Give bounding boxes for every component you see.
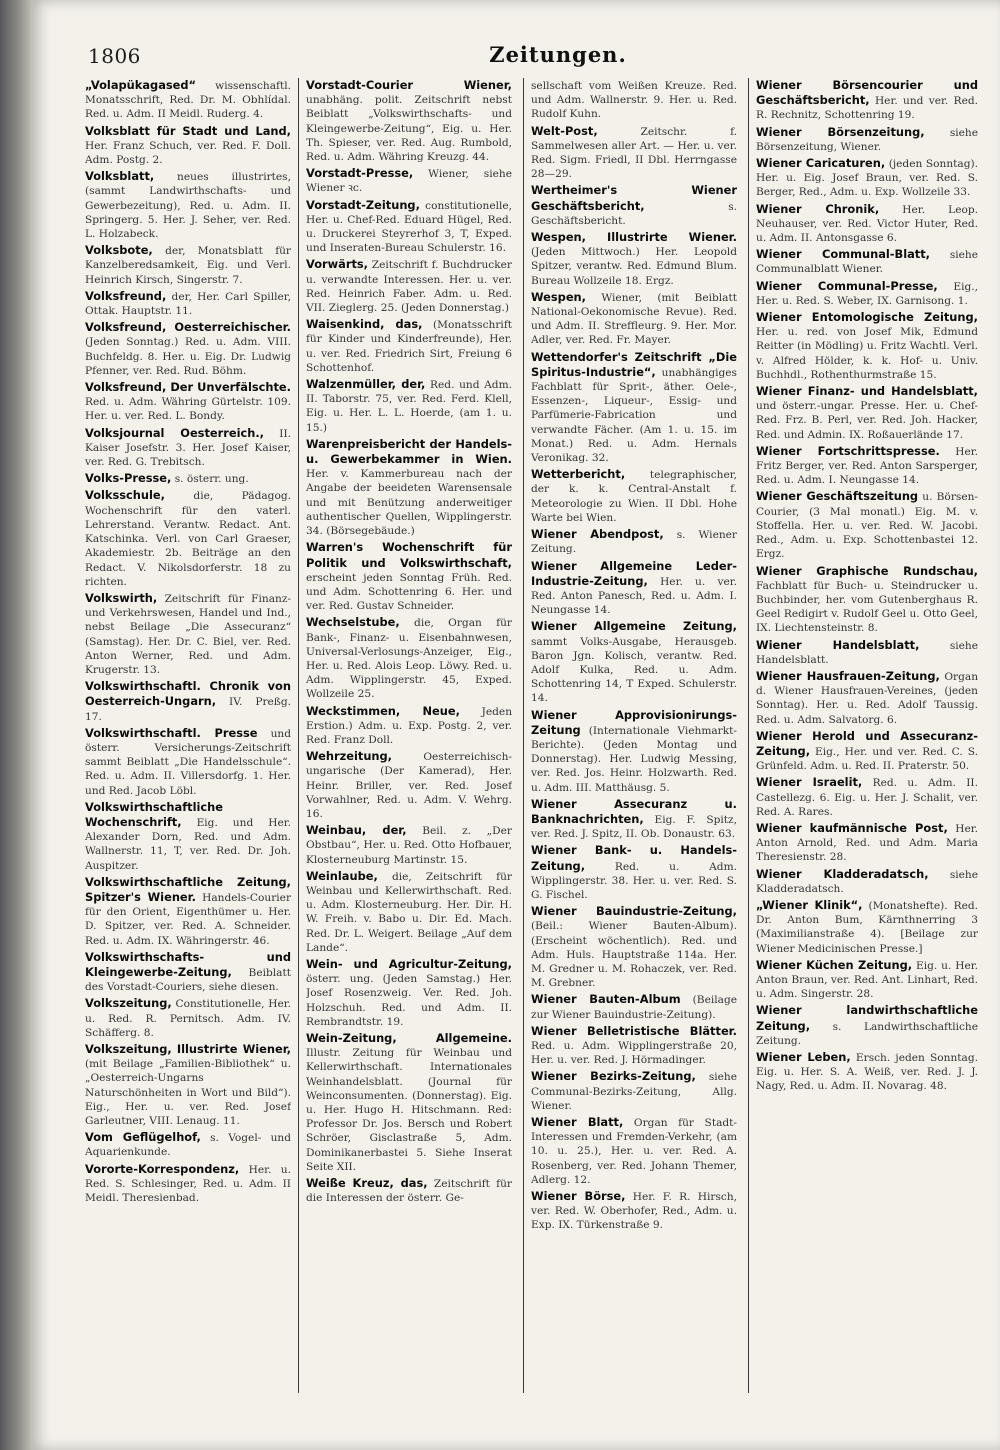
entry-details: Beil. z. „Der Obstbau“, Her. u. Red. Otto Hofbauer, Klosterneuburg Martinstr. 15.: [306, 825, 512, 866]
page-header: [58, 40, 978, 74]
directory-entry: [756, 729, 978, 774]
entry-title: Wiener kaufmännische Post,: [756, 820, 948, 835]
directory-entry: [531, 183, 737, 228]
entry-details: Red. u. Adm. Wipplingerstraße 20, Her. u. ver. Red. J. Hörmadinger.: [531, 1040, 737, 1067]
directory-entry: [306, 1031, 512, 1174]
entry-details: Eig., Her. und ver. Red. C. S. Grünfeld. Adm. u. Red. II. Praterstr. 50.: [756, 745, 978, 773]
directory-entry: [756, 775, 978, 819]
directory-entry: [85, 243, 291, 287]
entry-title: Weiße Kreuz, das,: [306, 1176, 428, 1191]
directory-entry: [306, 317, 512, 375]
directory-entry: [306, 957, 512, 1029]
directory-entry: [306, 823, 512, 867]
entry-title: Weinlaube,: [306, 868, 378, 883]
entry-details: Jeden Erstion.) Adm. u. Exp. Postg. 2, ver. Red. Franz Doll.: [306, 705, 512, 746]
entry-details: s. österr. ung.: [174, 473, 249, 486]
entry-title: Volksschule,: [85, 488, 165, 503]
directory-entry: [531, 467, 737, 525]
entry-title: Wiener Entomologische Zeitung,: [756, 310, 978, 325]
entry-title: Wiener Küchen Zeitung,: [756, 957, 913, 972]
entry-title: Wertheimer's Wiener Geschäftsbericht,: [531, 183, 737, 213]
entry-title: Volksbote,: [85, 243, 153, 258]
entry-title: Volkswirthschaftl. Chronik von Oesterreich-Ungarn,: [85, 679, 291, 709]
entry-details: Constitutionelle, Her. u. Red. R. Pernitsch. Adm. IV. Schäfferg. 8.: [85, 998, 291, 1039]
entry-details: und österr. Versicherungs-Zeitschrift sammt Beiblatt „Die Handelsschule“. Red. u. Adm. II. Villersdorfg. 1. Her. und Red. Jacob Löbl.: [85, 727, 291, 797]
entry-title: Volkszeitung, Illustrirte Wiener,: [85, 1042, 291, 1056]
entry-details: Her. u. Red. S. Schlesinger, Red. u. Adm. II Meidl. Theresienbad.: [85, 1163, 291, 1205]
entry-details: Red. und Adm. II. Taborstr. 75, ver. Red. Ferd. Klell, Eig. u. Her. L. L. Hoerde, (am 1. u. 15.): [306, 379, 512, 434]
entry-title: Wiener Israelit,: [756, 775, 863, 790]
entry-title: Wiener Herold und Assecuranz-Zeitung,: [756, 728, 978, 758]
directory-entry: [756, 125, 978, 154]
entry-details: siehe Kladderadatsch.: [756, 868, 978, 895]
entry-title: Vorstadt-Zeitung,: [306, 197, 420, 212]
directory-columns: [85, 78, 978, 1396]
entry-details: Red. u. Adm. II. Castellezg. 6. Eig. u. Her. J. Schalit, ver. Red. A. Rares.: [756, 777, 978, 818]
entry-title: Volksfreund,: [85, 288, 167, 303]
entry-title: Wiener Kladderadatsch,: [756, 866, 929, 881]
directory-entry: [85, 426, 291, 470]
directory-entry: [756, 564, 978, 636]
entry-details: Handels-Courier für den Orient, Eigenthümer u. Her. D. Spitzer, ver. Red. A. Schneider. Red. u. Adm. IX. Währingerstr. 46.: [85, 891, 291, 947]
entry-details: u. Börsen-Courier, (3 Mal monatl.) Eig. M. v. Stoffella. Her. u. ver. Red. W. Jacobi. Red., Adm. u. Exp. Schottenbastei 12. Ergz.: [756, 491, 978, 561]
entry-title: Volkswirthschafts- und Kleingewerbe-Zeitung,: [85, 949, 291, 979]
entry-details: Eig. und Her. Alexander Dorn, Red. und Adm. Wallnerstr. 11, T, ver. Red. Dr. Joh. Auspitzer.: [85, 816, 291, 872]
directory-entry: [306, 749, 512, 821]
entry-details: die, Pädagog. Wochenschrift für den vaterl. Lehrerstand. Verantw. Redact. Ant. Katschinka. Verl. von Carl Graeser, Akademiestr. 2b. Beiträge an den Redact. V. Nikolsdorferstr. 18 zu richten.: [85, 490, 291, 588]
directory-entry: [531, 527, 737, 556]
directory-entry: [756, 202, 978, 246]
entry-title: „Wiener Klinik“,: [756, 897, 863, 912]
entry-details: s. Wiener Zeitung.: [531, 529, 737, 556]
entry-title: Vorwärts,: [306, 257, 369, 272]
entry-title: Warren's Wochenschrift für Politik und Volkswirthschaft,: [306, 540, 512, 570]
directory-entry: [85, 1042, 291, 1128]
directory-entry: [306, 437, 512, 538]
entry-title: Vorstadt-Courier Wiener,: [306, 78, 512, 92]
directory-entry: [531, 797, 737, 842]
entry-title: Volkswirthschaftl. Presse: [85, 725, 258, 740]
directory-entry: [85, 679, 291, 724]
entry-details: (Beilage zur Wiener Bauindustrie-Zeitung).: [531, 994, 737, 1021]
entry-details: s. Landwirthschaftliche Zeitung.: [756, 1020, 978, 1047]
entry-details: telegraphischer, der k. k. Central-Anstalt f. Meteorologie zu Wien. II Dbl. Hohe Warte bei Wien.: [531, 469, 737, 524]
entry-details: Her. u. red. von Josef Mik, Edmund Reitter (in Mödling) u. Fritz Wachtl. Verl. v. Alfred Hölder, k. k. Hof- u. Univ. Buchhdl., Rothenthurmstraße 15.: [756, 326, 978, 381]
entry-title: Welt-Post,: [531, 123, 598, 138]
directory-entry: [306, 704, 512, 748]
entry-title: Wiener Handelsblatt,: [756, 637, 920, 652]
entry-details: Beiblatt des Vorstadt-Couriers, siehe diesen.: [85, 966, 291, 994]
entry-details: Red. u. Adm. Wipplingerstr. 38. Her. u. ver. Red. S. G. Fischel.: [531, 860, 737, 901]
column-rule: [298, 78, 299, 1393]
directory-entry: [756, 247, 978, 276]
directory-entry: [531, 992, 737, 1021]
entry-details: II. Kaiser Josefstr. 3. Her. Josef Kaiser, ver. Red. G. Trebitsch.: [85, 427, 291, 469]
entry-details: wissenschaftl. Monatsschrift, Red. Dr. M. Obhlídal. Red. u. Adm. II Meidl. Ruderg. 4.: [85, 80, 291, 121]
entry-details: die, Zeitschrift für Weinbau und Kellerwirthschaft. Red. u. Adm. Klosterneuburg. Her. Dir. H. W. Freih. v. Babo u. Dir. Ed. Mach. Red. Dr. L. Weigert. Beilage „Auf dem Lande“.: [306, 870, 512, 954]
entry-details: Her. Leop. Neuhauser, ver. Red. Victor Huter, Red. u. Adm. II. Antonsgasse 6.: [756, 203, 978, 245]
entry-title: Wespen,: [531, 289, 586, 304]
entry-title: Weckstimmen, Neue,: [306, 703, 460, 718]
directory-entry: [756, 1050, 978, 1094]
entry-title: Volkswirthschaftliche Wochenschrift,: [85, 799, 223, 829]
entry-title: Wiener Communal-Presse,: [756, 278, 938, 293]
entry-details: (Monatshefte). Red. Dr. Anton Bum, Kärnthnerring 3 (Maximilianstraße 4). [Beilage zur Wiener Medicinischen Presse.]: [756, 899, 978, 955]
book-spine: [0, 0, 30, 1450]
entry-details: siehe Communalblatt Wiener.: [756, 249, 978, 276]
directory-entry: [756, 156, 978, 200]
directory-entry: [756, 821, 978, 865]
entry-details: österr. ung. (Jeden Samstag.) Her. Josef Rosenzweig. Ver. Red. Joh. Holzschuh. Red. und Adm. II. Rembrandtstr. 19.: [306, 973, 512, 1028]
entry-details: (Jeden Sonntag.) Red. u. Adm. VIII. Buchfeldg. 8. Her. u. Eig. Dr. Ludwig Pfenner, ver. Red. Rud. Böhm.: [85, 336, 291, 377]
directory-entry: [756, 1003, 978, 1048]
directory-entry: [306, 166, 512, 195]
directory-entry: [306, 377, 512, 435]
directory-entry: [531, 230, 737, 288]
entry-title: Wespen, Illustrirte Wiener.: [531, 230, 737, 245]
entry-details: Eig., Her. u. Red. S. Weber, IX. Garnisong. 1.: [756, 280, 978, 307]
entry-title: Wiener Caricaturen,: [756, 156, 886, 171]
entry-title: Wiener Bauindustrie-Zeitung,: [531, 904, 737, 919]
entry-title: Wettendorfer's Zeitschrift „Die Spiritus-Industrie“,: [531, 349, 737, 379]
entry-details: Her. Fritz Berger, ver. Red. Anton Sarsperger, Red. u. Adm. I. Neungasse 14.: [756, 445, 978, 487]
entry-details: Oesterreichisch-ungarische (Der Kamerad), Her. Heinr. Briller, ver. Red. Josef Vorwahlner, Red. u. Adm. V. Wehrg. 16.: [306, 751, 512, 820]
entry-title: Weinbau, der,: [306, 823, 407, 838]
entry-title: Wiener Blatt,: [531, 1115, 624, 1130]
entry-details: unabhängiges Fachblatt für Sprit-, äther. Oele-, Essenzen-, Liqueur-, Essig- und Parfümerie-Fabrication und verwandte Fächer. (Am 1. u. 15. im Monat.) Red. u. Adm. Hernals Veronikag. 32.: [531, 366, 737, 465]
entry-title: Wiener Graphische Rundschau,: [756, 563, 978, 578]
entry-title: Wiener Chronik,: [756, 201, 880, 216]
entry-title: Wechselstube,: [306, 615, 400, 630]
directory-entry: [756, 279, 978, 308]
directory-entry: [756, 310, 978, 382]
entry-details: unabhäng. polit. Zeitschrift nebst Beiblatt „Volkswirthschafts- und Kleingewerbe-Zeitung“, Eig. u. Her. Th. Spieser, ver. Red. Aug. Rumbold, Red. u. Adm. Währing Kreuzg. 44.: [306, 94, 512, 164]
directory-entry: [85, 169, 291, 241]
entry-details: die, Organ für Bank-, Finanz- u. Eisenbahnwesen, Universal-Verlosungs-Anzeiger, Eig., Her. u. Red. Alois Leop. Löwy. Red. u. Adm. Wipplingerstr. 45, Exped. Wollzeile 25.: [306, 617, 512, 701]
entry-title: Wiener Belletristische Blätter.: [531, 1023, 737, 1038]
directory-entry: [756, 638, 978, 667]
directory-entry: [531, 1024, 737, 1068]
entry-details: Her. F. R. Hirsch, ver. Red. W. Oberhofer, Red., Adm. u. Exp. IX. Türkenstraße 9.: [531, 1191, 737, 1232]
directory-entry: [756, 444, 978, 488]
entry-title: Wiener Abendpost,: [531, 527, 664, 542]
entry-details: s. Vogel- und Aquarienkunde.: [85, 1132, 291, 1159]
directory-entry: [85, 1162, 291, 1206]
entry-title: Wiener Allgemeine Zeitung,: [531, 619, 737, 634]
running-title: Zeitungen.: [489, 42, 627, 67]
entry-title: Volkswirthschaftliche Zeitung, Spitzer's Wiener.: [85, 874, 291, 904]
entry-details: Organ für Stadt-Interessen und Fremden-Verkehr, (am 10. u. 25.), Her. u. ver. Red. A. Rosenberg, ver. Red. Johann Themer, Adlerg. 12.: [531, 1117, 737, 1186]
entry-details: (Jeden Mittwoch.) Her. Leopold Spitzer, verantw. Red. Edmund Blum. Bureau Wollzeile 18. Ergz.: [531, 246, 737, 287]
directory-entry: [531, 559, 737, 618]
entry-details: Wiener, siehe Wiener ꝛc.: [306, 168, 512, 195]
entry-details: Zeitschrift für die Interessen der österr. Ge-: [306, 1178, 512, 1205]
entry-title: Waisenkind, das,: [306, 317, 423, 332]
entry-title: Wiener Finanz- und Handelsblatt,: [756, 384, 978, 399]
column-4: [756, 78, 978, 1396]
entry-title: Warenpreisbericht der Handels- u. Gewerbekammer in Wien.: [306, 436, 512, 467]
directory-entry: [756, 669, 978, 727]
entry-title: Walzenmüller, der,: [306, 377, 426, 392]
directory-entry: [531, 619, 737, 705]
entry-details: Her. und ver. Red. R. Rechnitz, Schottenring 19.: [756, 95, 978, 122]
directory-entry: [531, 78, 737, 122]
entry-details: constitutionelle, Her. u. Chef-Red. Eduard Hügel, Red. u. Druckerei Steyrerhof 3, T, Exped. und Inseraten-Bureau Schulerstr. 16.: [306, 199, 512, 255]
page-number: 1806: [88, 44, 141, 68]
entry-title: Volksfreund, Der Unverfälschte.: [85, 380, 291, 395]
entry-details: s. Geschäftsbericht.: [531, 200, 737, 227]
entry-details: Red. u. Adm. Währing Gürtelstr. 109. Her. u. ver. Red. L. Bondy.: [85, 396, 291, 423]
entry-title: Wein- und Agricultur-Zeitung,: [306, 956, 512, 971]
entry-title: Wiener Börsenzeitung,: [756, 124, 925, 139]
directory-entry: [531, 290, 737, 348]
directory-entry: [306, 198, 512, 256]
entry-title: Wiener Geschäftszeitung: [756, 489, 919, 504]
entry-title: Vom Geflügelhof,: [85, 1130, 201, 1145]
entry-details: Her. Anton Arnold, Red. und Adm. Maria Theresienstr. 28.: [756, 822, 978, 864]
entry-details: Zeitschr. f. Sammelwesen aller Art. — Her. u. ver. Red. Sigm. Friedl, II Dbl. Herrngasse 28—29.: [531, 125, 737, 181]
directory-entry: [85, 726, 291, 798]
entry-details: Eig. u. Her. Anton Braun, ver. Red. Ant. Linhart, Red. u. Adm. Singerstr. 28.: [756, 959, 978, 1001]
entry-title: Wiener Leben,: [756, 1050, 851, 1064]
directory-entry: [756, 78, 978, 123]
directory-entry: [306, 615, 512, 701]
entry-details: der, Monatsblatt für Kanzelberedsamkeit, Eig. und Verl. Heinrich Kirsch, Singerstr. 7.: [85, 245, 291, 286]
entry-title: Wiener landwirthschaftliche Zeitung,: [756, 1003, 978, 1033]
directory-entry: [85, 320, 291, 378]
directory-entry: [531, 1069, 737, 1113]
entry-details: Illustr. Zeitung für Weinbau und Kellerwirthschaft. Internationales Weinhandelsblatt. (Journal für Weinconsumenten. (Donnerstag). Eig. u. Her. Hugo H. Hitschmann. Red: Professor Dr. Jos. Bersch und Robert Schröer, Gisclastraße 5, Adm. Dominikanerbastei 5. Siehe Inserat Seite XII.: [306, 1047, 512, 1173]
entry-details: Fachblatt für Buch- u. Steindrucker u. Buchbinder, her. vom Gutenberghaus R. Geel Redigirt v. Rudolf Geel u. Otto Geel, IX. Liechtensteinstr. 8.: [756, 579, 978, 635]
directory-entry: [756, 958, 978, 1002]
directory-entry: [85, 875, 291, 948]
directory-entry: [85, 124, 291, 168]
entry-title: Wiener Bezirks-Zeitung,: [531, 1069, 696, 1084]
directory-entry: [306, 1176, 512, 1205]
directory-entry: [531, 1189, 737, 1233]
entry-title: Volkswirth,: [85, 590, 158, 605]
entry-details: Organ d. Wiener Hausfrauen-Vereines, (jeden Sonntag). Her. u. Red. Adolf Taussig. Red. u. Adm. Salvatorg. 6.: [756, 670, 978, 726]
directory-entry: [85, 950, 291, 995]
entry-details: (jeden Sonntag). Her. u. Eig. Josef Braun, ver. Red. S. Berger, Red., Adm. u. Exp. Wollzeile 33.: [756, 158, 978, 199]
directory-entry: [85, 800, 291, 873]
directory-entry: [85, 289, 291, 318]
directory-entry: [306, 257, 512, 315]
entry-title: Vorstadt-Presse,: [306, 166, 414, 181]
directory-entry: [531, 904, 737, 990]
directory-entry: [85, 488, 291, 588]
entry-details: neues illustrirtes, (sammt Landwirthschafts- und Gewerbezeitung), Red. u. Adm. II. Springerg. 5. Her. J. Seher, ver. Red. L. Holzabeck.: [85, 171, 291, 241]
entry-details: Zeitschrift für Finanz- und Verkehrswesen, Handel und Ind., nebst Beilage „Die Assecuranz“ (Samstag). Her. Dr. C. Biel, ver. Red. Anton Werner, Red. und Adm. Krugerstr. 13.: [85, 592, 291, 676]
directory-entry: [85, 591, 291, 677]
directory-entry: [306, 78, 512, 164]
entry-title: Wiener Approvisionirungs-Zeitung: [531, 707, 737, 737]
entry-title: Wiener Bank- u. Handels-Zeitung,: [531, 843, 737, 873]
directory-entry: [531, 708, 737, 795]
entry-details: (Beil.: Wiener Bauten-Album). (Erscheint wöchentlich). Red. und Adm. Huls. Hauptstraße 114a. Her. M. Gredner u. M. Rohaczek, ver. Red. M. Grebner.: [531, 920, 737, 990]
entry-details: (Internationale Viehmarkt-Berichte). (Jeden Montag und Donnerstag). Her. Ludwig Messing, ver. Red. Jos. Heinr. Holzwarth. Red. u. Adm. III. Matthäusg. 5.: [531, 724, 737, 794]
entry-title: Wiener Bauten-Album: [531, 992, 681, 1007]
directory-entry: [85, 471, 291, 486]
directory-entry: [85, 380, 291, 424]
entry-details: (mit Beilage „Familien-Bibliothek“ u. „Oesterreich-Ungarns Naturschönheiten in Wort und Bild“). Eig., Her. u. ver. Red. Josef Garleutner, VIII. Lenaug. 11.: [85, 1058, 291, 1128]
directory-entry: [756, 384, 978, 442]
entry-details: erscheint jeden Sonntag Früh. Red. und Adm. Schottenring 6. Her. und ver. Red. Gustav Schneider.: [306, 571, 512, 613]
entry-details: IV. Preßg. 17.: [85, 696, 291, 723]
entry-details: Ersch. jeden Sonntag. Eig. u. Her. S. A. Weiß, ver. Red. J. J. Nagy, Red. u. Adm. II. Novarag. 48.: [756, 1052, 978, 1093]
entry-title: Wiener Assecuranz u. Banknachrichten,: [531, 796, 737, 826]
entry-details: Eig. F. Spitz, ver. Red. J. Spitz, II. Ob. Donaustr. 63.: [531, 813, 737, 841]
entry-title: „Volapükagased“: [85, 78, 197, 92]
column-2: [306, 78, 512, 1396]
entry-details: Her. Franz Schuch, ver. Red. F. Doll. Adm. Postg. 2.: [85, 139, 291, 167]
directory-entry: [85, 1130, 291, 1159]
column-3: [531, 78, 737, 1396]
directory-entry: [85, 78, 291, 122]
entry-details: und österr.-ungar. Presse. Her. u. Chef-Red. Frz. B. Perl, ver. Red. Joh. Hacker, Red. und Admin. IX. Roßauerlände 17.: [756, 400, 978, 441]
directory-entry: [306, 540, 512, 613]
entry-details: sammt Volks-Ausgabe, Herausgeb. Baron Jgn. Kolisch, verantw. Red. Adolf Kulka, Red. u. Adm. Schottenring 14, T Exped. Schulerstr. 14.: [531, 635, 737, 705]
entry-title: Wiener Communal-Blatt,: [756, 247, 930, 262]
entry-title: Wiener Allgemeine Leder-Industrie-Zeitung,: [531, 558, 737, 588]
entry-title: Wetterbericht,: [531, 467, 626, 482]
entry-title: Wiener Börse,: [531, 1189, 626, 1204]
directory-entry: [756, 867, 978, 896]
entry-details: sellschaft vom Weißen Kreuze. Red. und Adm. Wallnerstr. 9. Her. u. Red. Rudolf Kuhn.: [531, 80, 737, 121]
column-rule: [523, 78, 524, 1393]
entry-title: Wiener Börsencourier und Geschäftsbericht,: [756, 78, 978, 108]
entry-details: Wiener, (mit Beiblatt National-Oekonomische Revue). Red. und Adm. II. Streffleurg. 9. Her. Mor. Adler, ver. Red. Fr. Mayer.: [531, 291, 737, 347]
entry-details: Zeitschrift f. Buchdrucker u. verwandte Interessen. Her. u. ver. Red. Heinrich Faber. Adm. u. Red. VII. Zieglerg. 25. (Jeden Donnerstag.): [306, 259, 512, 315]
directory-entry: [531, 350, 737, 466]
entry-title: Wiener Hausfrauen-Zeitung,: [756, 668, 940, 683]
directory-entry: [531, 843, 737, 902]
entry-details: siehe Börsenzeitung, Wiener.: [756, 126, 978, 153]
directory-entry: [85, 996, 291, 1040]
entry-details: siehe Communal-Bezirks-Zeitung, Allg. Wiener.: [531, 1071, 737, 1112]
entry-title: Vororte-Korrespondenz,: [85, 1161, 240, 1176]
entry-details: der, Her. Carl Spiller, Ottak. Hauptstr. 11.: [85, 290, 291, 318]
directory-entry: [756, 489, 978, 561]
entry-title: Volks-Presse,: [85, 471, 172, 486]
entry-title: Volkszeitung,: [85, 996, 172, 1011]
directory-entry: [531, 1115, 737, 1187]
entry-title: Volksblatt,: [85, 169, 155, 184]
directory-entry: [756, 898, 978, 956]
directory-entry: [306, 869, 512, 955]
entry-details: (Monatsschrift für Kinder und Kinderfreunde), Her. u. ver. Red. Friedrich Sirt, Freiung 6 Schottenhof.: [306, 319, 512, 374]
entry-details: Her. v. Kammerbureau nach der Angabe der beeideten Warensensale und mit Benützung anderweitiger authentischer Quellen, Wipplingerstr. 34. (Börsegebäude.): [306, 468, 512, 538]
entry-title: Volksblatt für Stadt und Land,: [85, 123, 291, 138]
directory-entry: [531, 124, 737, 182]
entry-title: Wehrzeitung,: [306, 749, 393, 764]
entry-title: Wiener Fortschrittspresse.: [756, 443, 940, 458]
column-rule: [748, 78, 749, 1393]
entry-title: Volksjournal Oesterreich.,: [85, 425, 265, 440]
entry-details: Her. u. ver. Red. Anton Panesch, Red. u. Adm. I. Neungasse 14.: [531, 575, 737, 617]
entry-title: Volksfreund, Oesterreichischer.: [85, 320, 291, 335]
column-1: [85, 78, 291, 1396]
entry-details: siehe Handelsblatt.: [756, 639, 978, 666]
entry-title: Wein-Zeitung, Allgemeine.: [306, 1031, 512, 1045]
